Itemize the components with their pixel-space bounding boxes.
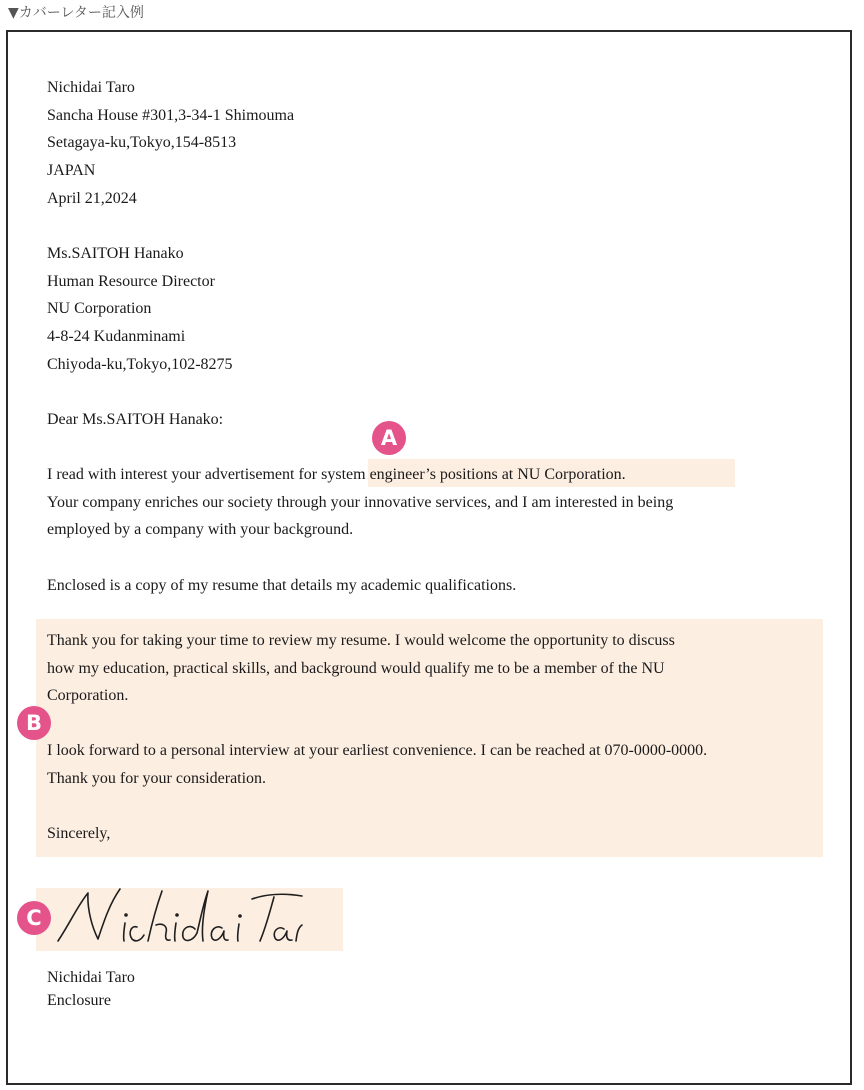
paragraph-3-line-3: Corporation. bbox=[47, 687, 129, 704]
cover-letter-example-caption: ▼カバーレター記入例 bbox=[8, 5, 144, 21]
recipient-title: Human Resource Director bbox=[47, 273, 215, 290]
paragraph-4-line-1: I look forward to a personal interview at your earliest convenience. I can be reached at 070-0000-0000. bbox=[47, 742, 708, 759]
recipient-address-line-2: Chiyoda-ku,Tokyo,102-8275 bbox=[47, 356, 233, 373]
sender-address-line-1: Sancha House #301,3-34-1 Shimouma bbox=[47, 107, 295, 124]
paragraph-2: Enclosed is a copy of my resume that details my academic qualifications. bbox=[47, 577, 517, 594]
recipient-name: Ms.SAITOH Hanako bbox=[47, 245, 184, 262]
sender-name: Nichidai Taro bbox=[47, 79, 135, 96]
salutation: Dear Ms.SAITOH Hanako: bbox=[47, 411, 224, 428]
paragraph-3-line-2: how my education, practical skills, and background would qualify me to be a member of the NU bbox=[47, 660, 665, 677]
paragraph-1-line-2: Your company enriches our society through your innovative services, and I am interested in being bbox=[47, 494, 674, 511]
sender-address-line-2: Setagaya-ku,Tokyo,154-8513 bbox=[47, 134, 237, 151]
paragraph-4-line-2: Thank you for your consideration. bbox=[47, 770, 267, 787]
closing: Sincerely, bbox=[47, 825, 111, 842]
handwritten-signature bbox=[52, 883, 312, 953]
recipient-address-line-1: 4-8-24 Kudanminami bbox=[47, 328, 186, 345]
paragraph-1-line-1 bbox=[47, 465, 626, 485]
paragraph-1-line-3: employed by a company with your background. bbox=[47, 521, 354, 538]
paragraph-3-line-1: Thank you for taking your time to review my resume. I would welcome the opportunity to discuss bbox=[47, 632, 675, 649]
position-highlight-text: system engineer’s positions at NU Corporation. bbox=[321, 466, 626, 483]
letter-date: April 21,2024 bbox=[47, 190, 137, 207]
paragraph-1-intro: I read with interest your advertisement for bbox=[47, 466, 322, 483]
marker-b-badge: B bbox=[17, 706, 51, 740]
sender-country: JAPAN bbox=[47, 162, 96, 179]
recipient-company: NU Corporation bbox=[47, 300, 152, 317]
marker-a-badge: A bbox=[372, 421, 406, 455]
marker-c-badge: C bbox=[17, 901, 51, 935]
printed-name: Nichidai Taro bbox=[47, 969, 135, 986]
enclosure-note: Enclosure bbox=[47, 992, 111, 1009]
highlight-b bbox=[36, 619, 823, 857]
